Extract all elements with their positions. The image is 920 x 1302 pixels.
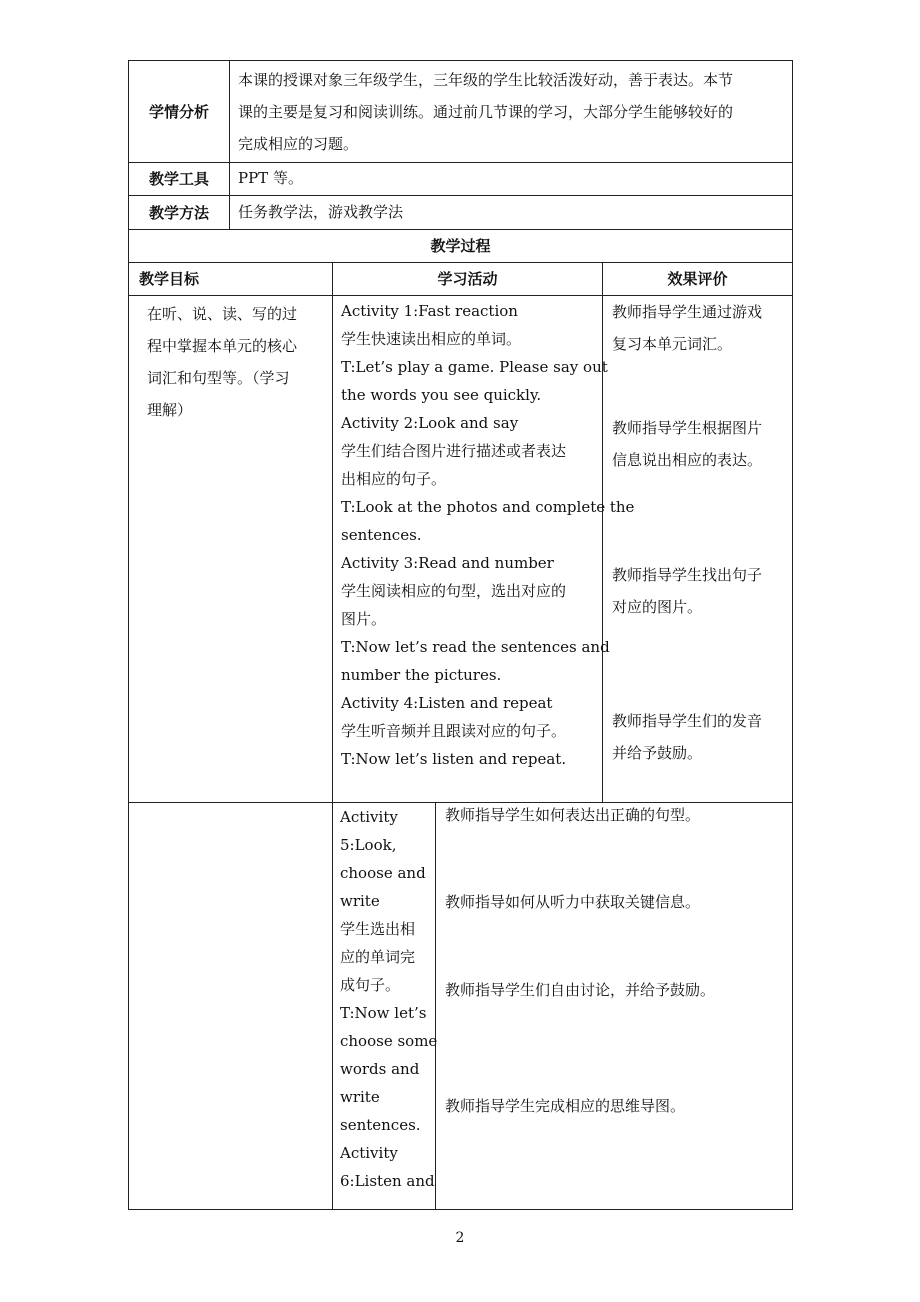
activity-line: T:Look at the photos and complete the [341,498,635,516]
activity-line: 图片。 [341,610,387,628]
analysis-line: 完成相应的习题。 [238,135,359,153]
evaluation-2 [612,412,762,476]
analysis-content [230,61,793,163]
lesson-plan-table [128,60,793,803]
process-title: 教学过程 [129,230,793,263]
activity-line: 6:Listen and [340,1172,435,1190]
evaluation-line: 教师指导学生们的发音 [612,712,763,730]
evaluation-4 [612,705,762,769]
goal-cell-empty [129,803,333,1210]
activity-line: 学生选出相 [340,920,416,938]
method-value: 任务教学法，游戏教学法 [230,196,793,230]
activity-4 [341,689,594,773]
lesson-plan-table-continued [128,802,793,1210]
activities-cell [333,296,635,803]
activity-line: number the pictures. [341,666,502,684]
activity-line: T:Now let’s [340,1004,427,1022]
activity-line: 学生听音频并且跟读对应的句子。 [341,722,567,740]
method-label: 教学方法 [129,196,230,230]
activity-line: 出相应的句子。 [341,470,447,488]
activity-line: write [340,1088,380,1106]
activity-line: sentences. [340,1116,421,1134]
goal-line: 在听、说、读、写的过 [147,305,298,323]
activity-line: Activity [340,808,398,826]
activity-line: Activity 4:Listen and repeat [341,694,553,712]
activity-line: T:Let’s play a game. Please say out [341,358,608,376]
activity-line: write [340,892,380,910]
activity-line: the words you see quickly. [341,386,542,404]
activity-1 [341,297,608,409]
header-activity: 学习活动 [333,263,603,296]
activity-line: words and [340,1060,420,1078]
activity-line: 成句子。 [340,976,401,994]
activity-line: Activity 1:Fast reaction [341,302,518,320]
continued-evaluation: 教师指导学生们自由讨论，并给予鼓励。 [445,981,716,999]
evaluation-cell [603,296,793,803]
analysis-line: 本课的授课对象三年级学生，三年级的学生比较活泼好动，善于表达。本节 [238,71,734,89]
evaluation-3 [612,559,762,623]
activity-line: Activity 2:Look and say [341,414,519,432]
tools-label: 教学工具 [129,163,230,196]
activity-line: choose some [340,1032,438,1050]
activity-line: 学生阅读相应的句型，选出对应的 [341,582,567,600]
goal-line: 理解） [147,401,193,419]
analysis-label: 学情分析 [129,61,230,163]
activity-line: 学生们结合图片进行描述或者表达 [341,442,567,460]
evaluation-line: 信息说出相应的表达。 [612,451,763,469]
activity-line: T:Now let’s listen and repeat. [341,750,567,768]
activity-line: sentences. [341,526,422,544]
continued-evaluation: 教师指导学生完成相应的思维导图。 [445,1097,686,1115]
activity-line: 5:Look, [340,836,397,854]
evaluation-line: 并给予鼓励。 [612,744,703,762]
evaluation-line: 教师指导学生找出句子 [612,566,763,584]
page-number: 2 [455,1230,465,1246]
activity-line: 应的单词完 [340,948,416,966]
goal-line: 程中掌握本单元的核心 [147,337,298,355]
goal-line: 词汇和句型等。（学习 [147,369,290,387]
activity-line: Activity [340,1144,398,1162]
analysis-line: 课的主要是复习和阅读训练。通过前几节课的学习，大部分学生能够较好的 [238,103,734,121]
header-evaluation: 效果评价 [603,263,793,296]
evaluation-line: 教师指导学生通过游戏 [612,303,763,321]
activity-line: choose and [340,864,426,882]
activity-line: T:Now let’s read the sentences and [341,638,610,656]
continued-evaluation: 教师指导如何从听力中获取关键信息。 [445,893,701,911]
activity-line: Activity 3:Read and number [341,554,554,572]
evaluation-line: 复习本单元词汇。 [612,335,733,353]
continued-evaluation-cell [436,803,793,1210]
tools-value: PPT 等。 [230,163,793,196]
activity-line: 学生快速读出相应的单词。 [341,330,522,348]
activity-3 [341,549,610,689]
evaluation-line: 教师指导学生根据图片 [612,419,763,437]
header-goal: 教学目标 [129,263,333,296]
activity-2 [341,409,635,549]
continued-evaluation: 教师指导学生如何表达出正确的句型。 [445,806,701,824]
evaluation-line: 对应的图片。 [612,598,703,616]
evaluation-1 [612,296,762,360]
continued-activity-cell [333,803,436,1210]
goal-cell [129,296,333,803]
